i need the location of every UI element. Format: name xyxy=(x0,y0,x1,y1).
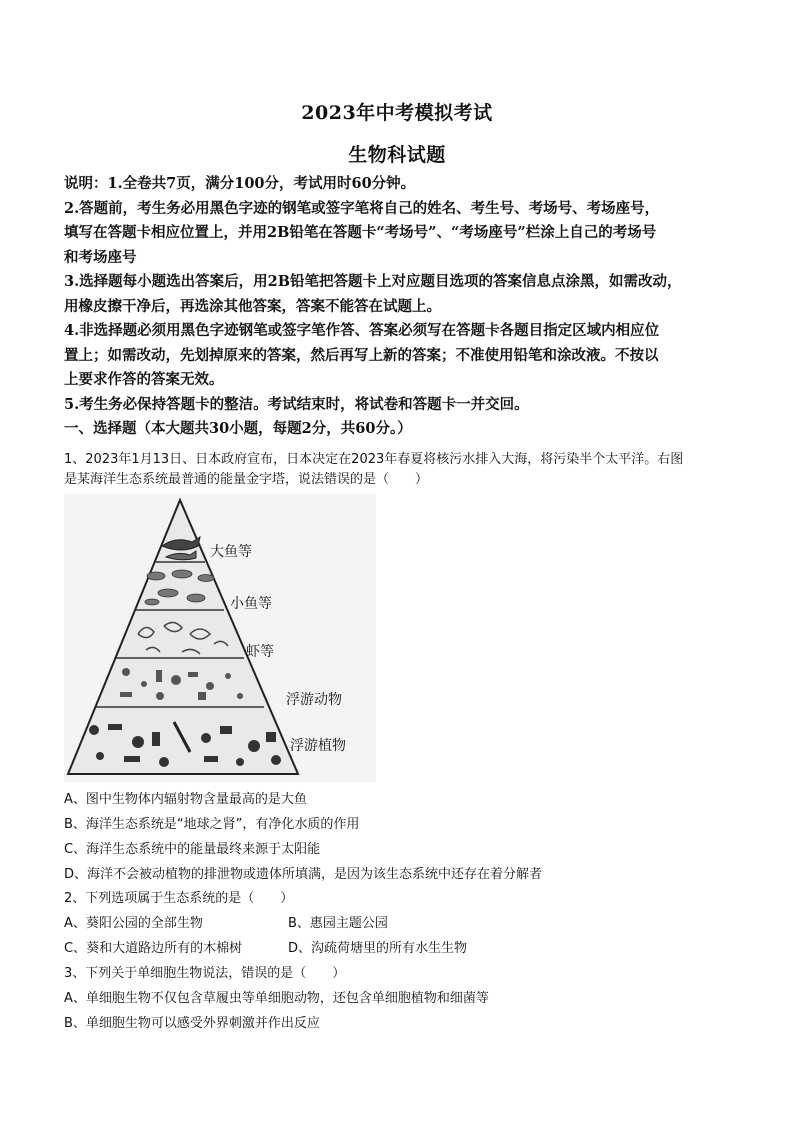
section-heading: 一、选择题（本大题共30小题，每题2分，共60分。） xyxy=(64,420,412,437)
question-text: 是某海洋生态系统最普通的能量金字塔，说法错误的是（ ） xyxy=(64,472,429,487)
pyramid-label: 浮游动物 xyxy=(286,692,342,708)
instructions-block xyxy=(64,172,734,442)
pyramid-label: 大鱼等 xyxy=(210,544,252,560)
question-1-stem xyxy=(64,450,744,490)
pyramid-label: 小鱼等 xyxy=(230,596,272,612)
option-b: B、海洋生态系统是“地球之肾”，有净化水质的作用 xyxy=(64,817,360,832)
option-b: B、单细胞生物可以感受外界刺激并作出反应 xyxy=(64,1016,320,1031)
option-a: A、葵阳公园的全部生物 xyxy=(64,916,203,931)
instruction-line: 3.选择题每小题选出答案后，用2B铅笔把答题卡上对应题目选项的答案信息点涂黑，如需改动， xyxy=(64,273,682,290)
question-3-stem: 3、下列关于单细胞生物说法，错误的是（ ） xyxy=(64,966,346,981)
instruction-line: 和考场座号 xyxy=(64,248,137,266)
instruction-line: 用橡皮擦干净后，再选涂其他答案，答案不能答在试题上。 xyxy=(64,297,441,315)
option-a: A、单细胞生物不仅包含草履虫等单细胞动物，还包含单细胞植物和细菌等 xyxy=(64,991,489,1006)
pyramid-label: 虾等 xyxy=(246,644,274,660)
instruction-line: 说明：1.全卷共7页，满分100分，考试用时60分钟。 xyxy=(64,175,416,192)
question-text: 1、2023年1月13日、日本政府宣布，日本决定在2023年春夏将核污水排入大海，将污染半个太平洋。右图 xyxy=(64,452,684,467)
option-d: D、海洋不会被动植物的排泄物或遗体所填满，是因为该生态系统中还存在着分解者 xyxy=(64,867,543,882)
option-c: C、葵和大道路边所有的木棉树 xyxy=(64,941,243,956)
option-d: D、沟疏荷塘里的所有水生生物 xyxy=(288,941,468,956)
exam-subject-title: 生物科试题 xyxy=(348,144,446,166)
exam-title: 2023年中考模拟考试 xyxy=(301,102,493,124)
pyramid-label: 浮游植物 xyxy=(290,738,346,754)
instruction-line: 置上；如需改动，先划掉原来的答案，然后再写上新的答案；不准使用铅笔和涂改液。不按以 xyxy=(64,346,659,364)
instruction-line: 填写在答题卡相应位置上，并用2B铅笔在答题卡“考场号”、“考场座号”栏涂上自己的考场号 xyxy=(64,224,657,241)
instruction-line: 2.答题前，考生务必用黑色字迹的钢笔或签字笔将自己的姓名、考生号、考场号、考场座号， xyxy=(64,199,660,217)
energy-pyramid-figure xyxy=(64,494,376,782)
question-2-stem: 2、下列选项属于生态系统的是（ ） xyxy=(64,891,294,906)
instruction-line: 4.非选择题必须用黑色字迹钢笔或签字笔作答、答案必须写在答题卡各题目指定区域内相应位 xyxy=(64,322,660,339)
option-c: C、海洋生态系统中的能量最终来源于太阳能 xyxy=(64,842,321,857)
option-a: A、图中生物体内辐射物含量最高的是大鱼 xyxy=(64,792,307,807)
instruction-line: 5.考生务必保持答题卡的整洁。考试结束时，将试卷和答题卡一并交回。 xyxy=(64,395,529,413)
option-b: B、惠园主题公园 xyxy=(288,916,388,931)
instruction-line: 上要求作答的答案无效。 xyxy=(64,371,224,388)
